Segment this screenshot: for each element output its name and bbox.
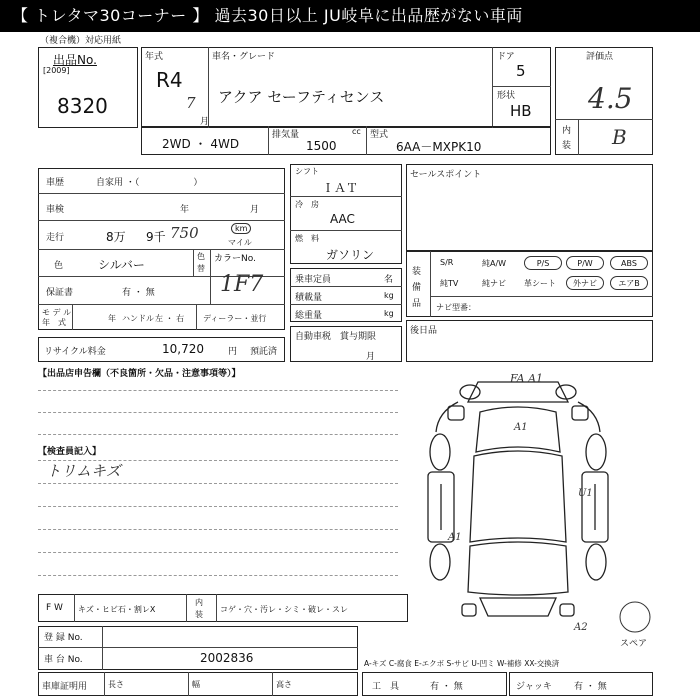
diagram-mark-a1-front: A1	[514, 422, 528, 433]
tools-value: 有 ・ 無	[430, 682, 463, 692]
garage-length: 長さ	[108, 680, 124, 689]
equipment-item: P/W	[566, 256, 604, 270]
diagram-mark-a1-left: A1	[448, 532, 462, 543]
registration-box	[38, 626, 358, 670]
fuel-value: ガソリン	[326, 248, 375, 262]
jack-label: ジャッキ	[516, 682, 552, 692]
load-label: 積載量	[295, 293, 323, 303]
warranty-label: 保証書	[46, 288, 74, 298]
color-sub2: 替	[197, 264, 205, 273]
equipment-label-1: 装	[412, 267, 422, 277]
spare-tire-icon	[618, 600, 652, 634]
equipment-item: S/R	[440, 258, 454, 267]
color-code-label: カラーNo.	[214, 254, 256, 264]
registration-label: 登 録 No.	[44, 633, 83, 643]
interior-label-1: 内	[562, 126, 572, 136]
equipment-label-3: 品	[412, 299, 422, 309]
interior-value: B	[612, 125, 627, 149]
garage-width: 幅	[192, 680, 200, 689]
color-value: シルバー	[98, 258, 145, 272]
insurance-label: 自動車税 賞与期限	[295, 332, 377, 342]
garage-height: 高さ	[276, 680, 292, 689]
handle-label: ハンドル	[122, 314, 154, 323]
dealer-label: ディーラー・並行	[203, 314, 267, 323]
gross-unit: kg	[384, 309, 394, 318]
gross-label: 総重量	[295, 311, 323, 321]
equipment-item: 革シート	[524, 279, 556, 288]
equipment-item: ABS	[610, 256, 648, 270]
mileage-man: 8万	[106, 230, 126, 244]
lot-box	[38, 47, 138, 128]
model-value: 6AA－MXPK10	[396, 140, 482, 154]
score-label: 評価点	[586, 52, 614, 62]
car-damage-diagram	[418, 372, 618, 634]
color-sub1: 色	[197, 252, 205, 261]
capacity-unit: 名	[384, 275, 394, 285]
inspector-note: トリムキズ	[46, 462, 121, 480]
interior-label-2: 装	[562, 141, 572, 151]
retrofit-label: 後日品	[410, 326, 438, 336]
model-year-label-2: 年 式	[42, 318, 66, 327]
equipment-item: エアB	[610, 276, 648, 290]
equipment-label-2: 備	[412, 283, 422, 293]
year-month-unit: 月	[200, 117, 210, 127]
recycle-note: 預託済	[250, 347, 278, 357]
year-month: 7	[186, 94, 196, 112]
car-name: アクア セーフティセンス	[218, 88, 385, 106]
header-banner: 【 トレタマ30コーナー 】 過去30日以上 JU岐阜に出品歴がない車両	[0, 0, 700, 32]
recycle-label: リサイクル料金	[44, 347, 106, 357]
chassis-value: 2002836	[200, 651, 254, 665]
body-type-label: 形状	[497, 91, 516, 101]
body-type-value: HB	[510, 102, 532, 120]
year-era: R4	[156, 68, 183, 92]
displacement-value: 1500	[306, 139, 337, 153]
history-label: 車歴	[46, 178, 65, 188]
recycle-value: 10,720	[162, 342, 204, 356]
fw-label: F W	[46, 603, 63, 613]
interior-row-label-2: 装	[195, 610, 203, 619]
ac-label: 冷 房	[295, 200, 319, 209]
interior-row-value: コゲ・穴・汚レ・シミ・破レ・スレ	[220, 605, 348, 614]
year-label: 年式	[145, 52, 164, 62]
handle-value: 左 ・ 右	[155, 314, 185, 323]
drive-value: 2WD ・ 4WD	[162, 137, 240, 151]
color-code: 1F7	[220, 272, 264, 297]
diagram-mark-u1: U1	[578, 488, 593, 499]
capacity-label: 乗車定員	[295, 275, 332, 285]
shift-label: シフト	[295, 167, 319, 176]
notes-header: 【出品店申告欄（不良箇所・欠品・注意事項等）】	[38, 369, 241, 379]
door-label: ドア	[497, 52, 515, 62]
damage-legend: A-キズ C-腐食 E-エクボ S-サビ U-凹ミ W-補修 XX-交換済	[364, 659, 560, 668]
model-year-unit: 年	[108, 314, 116, 323]
lot-label: 出品No.	[53, 53, 97, 67]
inspection-year-unit: 年	[180, 205, 190, 215]
lot-number: 8320	[57, 94, 108, 118]
jack-value: 有 ・ 無	[574, 682, 607, 692]
interior-row-label-1: 内	[195, 598, 203, 607]
warranty-value: 有 ・ 無	[122, 288, 155, 298]
spare-label: スペア	[620, 639, 648, 649]
door-value: 5	[516, 62, 526, 80]
displacement-unit: cc	[352, 127, 361, 136]
ac-value: AAC	[330, 212, 355, 226]
inspection-label: 車検	[46, 205, 65, 215]
fuel-label: 燃 料	[295, 234, 319, 243]
name-label: 車名・グレード	[212, 52, 276, 62]
retrofit-box	[406, 320, 653, 362]
inspection-month-unit: 月	[250, 205, 260, 215]
mileage-label: 走行	[46, 233, 65, 243]
diagram-mark-top: FA A1	[510, 372, 544, 385]
model-label: 型式	[370, 130, 389, 140]
recycle-unit: 円	[228, 347, 238, 357]
mileage-km: km	[231, 223, 251, 234]
equipment-item: 純TV	[440, 279, 459, 288]
lot-stamp: [2009]	[43, 66, 70, 75]
garage-label: 車庫証明用	[42, 682, 88, 692]
shift-value: ＩＡＴ	[322, 181, 359, 195]
score-value: 4.5	[588, 82, 633, 115]
equipment-item: 純ナビ	[482, 279, 506, 288]
model-year-label-1: モ デ ル	[42, 308, 72, 317]
history-value: 自家用 ・（ ）	[96, 178, 203, 188]
mileage-mile: マイル	[228, 238, 252, 247]
insurance-month-unit: 月	[366, 352, 376, 362]
navi-model-label: ナビ型番：	[436, 303, 476, 312]
fw-value: キズ・ヒビ石・割レX	[78, 605, 156, 614]
diagram-mark-a2: A2	[574, 622, 588, 633]
mileage-handwritten: 750	[170, 224, 199, 242]
load-unit: kg	[384, 291, 394, 300]
tools-label: 工 具	[372, 682, 400, 692]
inspector-header: 【検査員記入】	[38, 447, 102, 457]
equipment-item: 純A/W	[482, 259, 507, 268]
sales-point-label: セールスポイント	[410, 170, 482, 180]
equipment-item: 外ナビ	[566, 276, 604, 290]
chassis-label: 車 台 No.	[44, 655, 83, 665]
displacement-label: 排気量	[272, 130, 300, 140]
color-label: 色	[54, 261, 64, 271]
mileage-sen: 9千	[146, 230, 166, 244]
equipment-item: P/S	[524, 256, 562, 270]
subheader: （複合機）対応用紙	[40, 36, 122, 46]
